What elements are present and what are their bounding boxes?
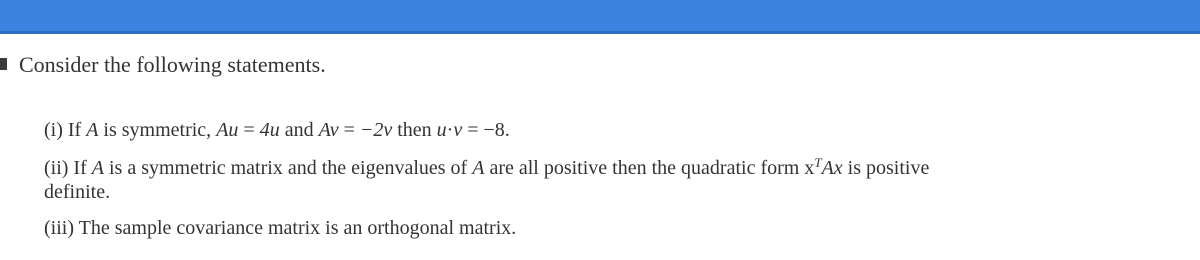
vector-x: x xyxy=(804,157,815,179)
vector-u: u xyxy=(436,119,447,141)
statement-ii-prefix: (ii) If xyxy=(44,157,92,179)
statement-ii-text: is a symmetric matrix and the eigenvalues of xyxy=(103,157,473,179)
statement-ii-text-3: is positive xyxy=(842,157,930,179)
equals-sign: = xyxy=(238,119,260,141)
statement-i-prefix: (i) If xyxy=(44,119,87,141)
equals-sign: = xyxy=(338,119,360,141)
expr-av: Av xyxy=(318,119,339,141)
equals-sign: = xyxy=(462,119,484,141)
transpose-superscript: T xyxy=(814,155,822,170)
matrix-a: A xyxy=(472,157,485,179)
statement-iii: (iii) The sample covariance matrix is an orthogonal matrix. xyxy=(44,217,517,239)
expr-4u: 4u xyxy=(259,119,280,141)
expr-neg-2v: −2v xyxy=(359,119,393,141)
statement-i xyxy=(44,119,510,141)
vector-v: v xyxy=(453,119,463,141)
statement-i-text: is symmetric, xyxy=(98,119,217,141)
word-then: then xyxy=(392,119,437,141)
statement-ii-text-2: are all positive then the quadratic form xyxy=(484,157,805,179)
expr-ax: Ax xyxy=(821,157,843,179)
top-banner xyxy=(0,0,1200,34)
word-and: and xyxy=(279,119,319,141)
result-value: −8. xyxy=(483,119,510,141)
matrix-a: A xyxy=(91,157,104,179)
statement-ii xyxy=(44,157,929,179)
expr-au: Au xyxy=(216,119,239,141)
dot-operator: · xyxy=(446,119,454,141)
left-margin-mark xyxy=(0,58,7,70)
question-title: Consider the following statements. xyxy=(19,52,326,77)
statement-ii-continuation: definite. xyxy=(44,181,111,203)
matrix-a: A xyxy=(86,119,99,141)
